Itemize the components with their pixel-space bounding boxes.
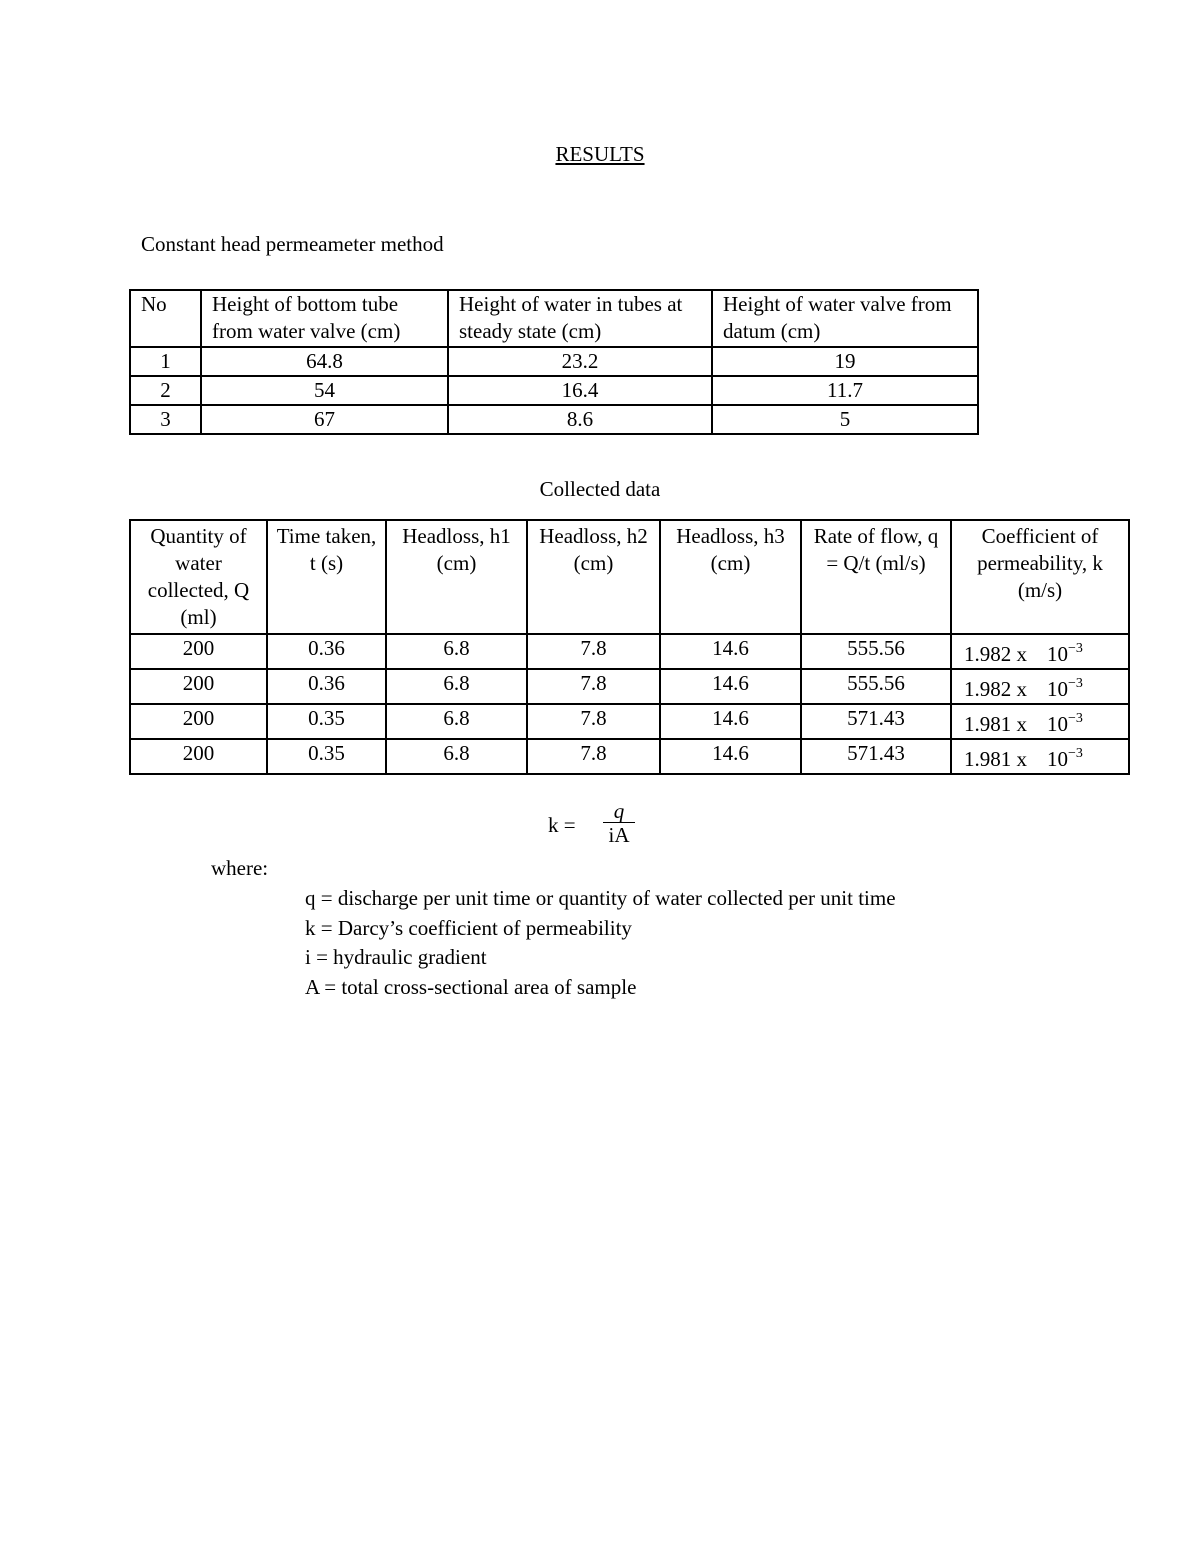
table-cell: 23.2 [448,347,712,376]
table-cell: 14.6 [660,669,801,704]
section1-title: Constant head permeameter method [141,232,444,256]
table-cell: 200 [130,704,267,739]
table-cell: 200 [130,739,267,774]
table-cell: 0.35 [267,704,386,739]
table-cell: 64.8 [201,347,448,376]
table-cell: 1 [130,347,201,376]
table-cell: 555.56 [801,669,951,704]
results-heading: RESULTS [555,142,645,166]
table-cell: 2 [130,376,201,405]
formula-fraction [603,800,635,847]
table-cell: 16.4 [448,376,712,405]
power-base: 10 [1047,677,1068,701]
power-of-ten [1047,705,1083,738]
formula-numerator: q [613,799,625,823]
permeability-cell [951,704,1129,739]
header-cell: No [130,290,201,347]
power-exponent: −3 [1068,711,1083,726]
header-cell: Height of water valve from datum (cm) [712,290,978,347]
header-cell: Rate of flow, q = Q/t (ml/s) [801,520,951,634]
header-cell: Height of bottom tube from water valve (cm) [201,290,448,347]
table-cell: 11.7 [712,376,978,405]
power-base: 10 [1047,747,1068,771]
header-cell: Headloss, h1 (cm) [386,520,527,634]
coefficient-value: 1.981 x [964,747,1027,771]
darcy-formula [548,800,648,852]
permeameter-table [129,289,979,435]
power-exponent: −3 [1068,746,1083,761]
power-of-ten [1047,635,1083,668]
coefficient-value: 1.982 x [964,677,1027,701]
power-base: 10 [1047,642,1068,666]
table-cell: 571.43 [801,739,951,774]
permeability-cell [951,739,1129,774]
power-of-ten [1047,670,1083,703]
header-cell: Coefficient of permeability, k (m/s) [951,520,1129,634]
table-cell: 19 [712,347,978,376]
table-cell: 200 [130,634,267,669]
formula-denominator: iA [608,823,630,847]
table-cell: 54 [201,376,448,405]
coefficient-value: 1.982 x [964,642,1027,666]
where-label: where: [211,856,269,880]
definition-i: i = hydraulic gradient [305,945,487,969]
table-cell: 6.8 [386,704,527,739]
table-row [130,739,1129,774]
table-row [130,347,978,376]
table-cell: 7.8 [527,634,660,669]
table-cell: 67 [201,405,448,434]
table-cell: 8.6 [448,405,712,434]
power-of-ten [1047,740,1083,773]
section2-title: Collected data [539,477,661,501]
power-exponent: −3 [1068,641,1083,656]
table-cell: 14.6 [660,739,801,774]
table-cell: 3 [130,405,201,434]
definitions-list [305,884,896,1002]
definition-a: A = total cross-sectional area of sample [305,974,637,999]
table-row [130,405,978,434]
table-row [130,704,1129,739]
power-base: 10 [1047,712,1068,736]
permeability-cell [951,634,1129,669]
table-cell: 6.8 [386,634,527,669]
table-row [130,669,1129,704]
header-cell: Headloss, h3 (cm) [660,520,801,634]
header-cell: Headloss, h2 (cm) [527,520,660,634]
formula-lhs: k = [548,813,576,837]
table-cell: 14.6 [660,704,801,739]
table-row [130,376,978,405]
table-cell: 6.8 [386,669,527,704]
table-row [130,634,1129,669]
table-cell: 5 [712,405,978,434]
table-header-row [130,290,978,347]
power-exponent: −3 [1068,676,1083,691]
table-cell: 7.8 [527,669,660,704]
header-cell: Time taken, t (s) [267,520,386,634]
header-cell: Height of water in tubes at steady state (cm) [448,290,712,347]
definition-k: k = Darcy’s coefficient of permeability [305,915,632,940]
table-cell: 555.56 [801,634,951,669]
table-cell: 6.8 [386,739,527,774]
collected-data-table [129,519,1130,775]
table-cell: 571.43 [801,704,951,739]
coefficient-value: 1.981 x [964,712,1027,736]
table-cell: 0.36 [267,634,386,669]
definition-q: q = discharge per unit time or quantity of water collected per unit time [305,886,896,910]
header-cell: Quantity of water collected, Q (ml) [130,520,267,634]
table-cell: 7.8 [527,704,660,739]
table-cell: 14.6 [660,634,801,669]
table-cell: 7.8 [527,739,660,774]
table-cell: 0.36 [267,669,386,704]
table-cell: 200 [130,669,267,704]
table-cell: 0.35 [267,739,386,774]
permeability-cell [951,669,1129,704]
table-header-row [130,520,1129,634]
